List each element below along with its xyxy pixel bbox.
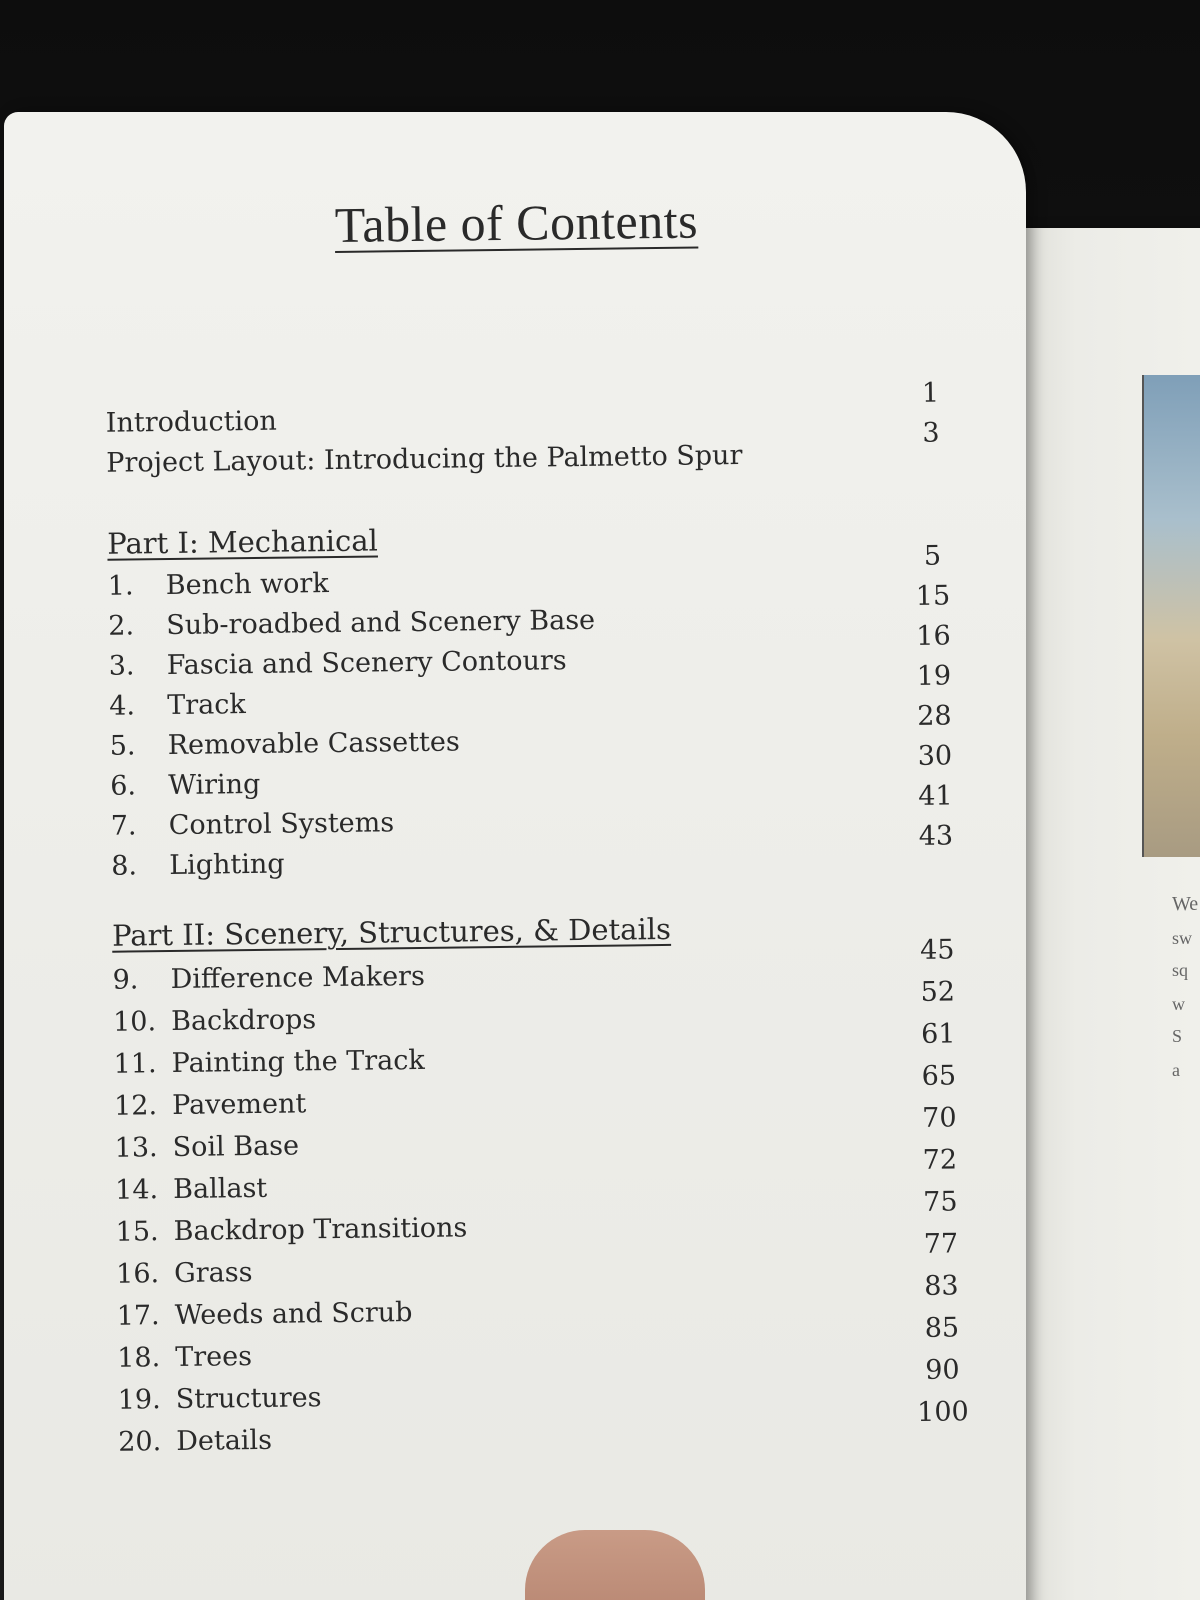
toc-entry-page: 52 xyxy=(920,976,956,1008)
toc-entry-number: 19. xyxy=(117,1384,161,1416)
toc-entry-page: 72 xyxy=(922,1144,958,1176)
toc-entry-label: Grass xyxy=(174,1257,253,1290)
toc-entry-number: 2. xyxy=(108,610,135,642)
page-title: Table of Contents xyxy=(334,192,699,253)
thumb xyxy=(525,1530,705,1600)
toc-entry-number: 9. xyxy=(112,964,139,996)
toc-entry-label: Bench work xyxy=(165,568,329,602)
toc-entry-number: 16. xyxy=(116,1258,160,1290)
toc-content xyxy=(4,100,1044,1600)
toc-entry-page: 3 xyxy=(922,417,940,449)
toc-entry-page: 1 xyxy=(921,377,940,409)
toc-entry-label: Backdrops xyxy=(170,1004,317,1038)
section-heading-part-2: Part II: Scenery, Structures, & Details xyxy=(111,911,672,953)
toc-entry-label: Project Layout: Introducing the Palmetto Spur xyxy=(106,440,743,479)
toc-entry-label: Backdrop Transitions xyxy=(173,1212,468,1248)
toc-entry-page: 43 xyxy=(918,820,954,852)
toc-entry-label: Painting the Track xyxy=(171,1044,425,1080)
toc-entry-label: Track xyxy=(167,689,246,722)
toc-entry-number: 1. xyxy=(107,570,134,602)
toc-entry-number: 6. xyxy=(110,770,137,802)
toc-entry-number: 17. xyxy=(116,1300,160,1332)
toc-entry-page: 61 xyxy=(920,1018,956,1050)
toc-entry-label: Details xyxy=(176,1424,273,1457)
toc-page xyxy=(4,112,1026,1600)
toc-entry-page: 45 xyxy=(919,934,955,966)
toc-entry-page: 19 xyxy=(916,660,952,692)
toc-entry-label: Weeds and Scrub xyxy=(174,1297,413,1332)
facing-page-text-fragment: w xyxy=(1172,994,1185,1014)
toc-entry-label: Fascia and Scenery Contours xyxy=(166,645,567,682)
facing-page-text-fragment: sq xyxy=(1172,960,1189,980)
toc-entry-label: Control Systems xyxy=(168,807,395,842)
toc-entry-number: 5. xyxy=(109,730,136,762)
toc-entry-number: 14. xyxy=(114,1174,159,1206)
toc-entry-number: 15. xyxy=(115,1216,159,1248)
toc-entry-number: 11. xyxy=(113,1048,157,1080)
toc-entry-page: 28 xyxy=(917,700,952,732)
facing-page-text-fragment: a xyxy=(1172,1060,1180,1080)
toc-entry-page: 70 xyxy=(921,1102,957,1134)
toc-entry-number: 12. xyxy=(113,1090,158,1122)
toc-entry-label: Lighting xyxy=(169,848,285,882)
toc-entry-number: 20. xyxy=(118,1426,162,1458)
toc-entry-page: 85 xyxy=(924,1312,960,1344)
facing-page-text-fragment: sw xyxy=(1172,928,1193,948)
toc-entry-label: Pavement xyxy=(171,1088,307,1122)
toc-entry-number: 18. xyxy=(117,1342,161,1374)
toc-entry-page: 100 xyxy=(916,1396,969,1428)
toc-entry-number: 3. xyxy=(108,650,135,682)
toc-entry-page: 90 xyxy=(925,1354,960,1386)
toc-entry-label: Ballast xyxy=(172,1172,268,1206)
toc-entry-number: 10. xyxy=(112,1006,157,1038)
toc-entry-label: Difference Makers xyxy=(170,960,426,996)
toc-entry-label: Removable Cassettes xyxy=(167,726,460,762)
toc-entry-number: 4. xyxy=(109,690,136,722)
toc-entry-number: 13. xyxy=(114,1132,158,1164)
toc-entry-number: 8. xyxy=(111,850,138,882)
toc-entry-page: 77 xyxy=(923,1228,959,1260)
toc-entry-number: 7. xyxy=(110,810,137,842)
toc-entry-page: 83 xyxy=(924,1270,959,1302)
toc-entry-label: Structures xyxy=(175,1382,322,1415)
toc-entry-label: Wiring xyxy=(168,768,261,802)
toc-entry-label: Soil Base xyxy=(172,1130,300,1164)
toc-entry-label: Introduction xyxy=(105,405,277,439)
toc-entry-page: 5 xyxy=(923,540,942,572)
toc-entry-label: Trees xyxy=(175,1341,253,1373)
facing-page-text-fragment: We xyxy=(1172,893,1199,915)
toc-entry-label: Sub-roadbed and Scenery Base xyxy=(166,604,596,642)
toc-entry-page: 30 xyxy=(917,740,953,772)
toc-entry-page: 65 xyxy=(921,1060,957,1092)
toc-entry-page: 41 xyxy=(918,780,953,812)
toc-entry-page: 16 xyxy=(916,620,951,652)
facing-page-text-fragment: S xyxy=(1172,1026,1183,1046)
facing-page-photo xyxy=(1142,375,1200,857)
toc-entry-page: 75 xyxy=(923,1186,958,1218)
section-heading-part-1: Part I: Mechanical xyxy=(107,523,378,561)
toc-entry-page: 15 xyxy=(915,580,951,612)
